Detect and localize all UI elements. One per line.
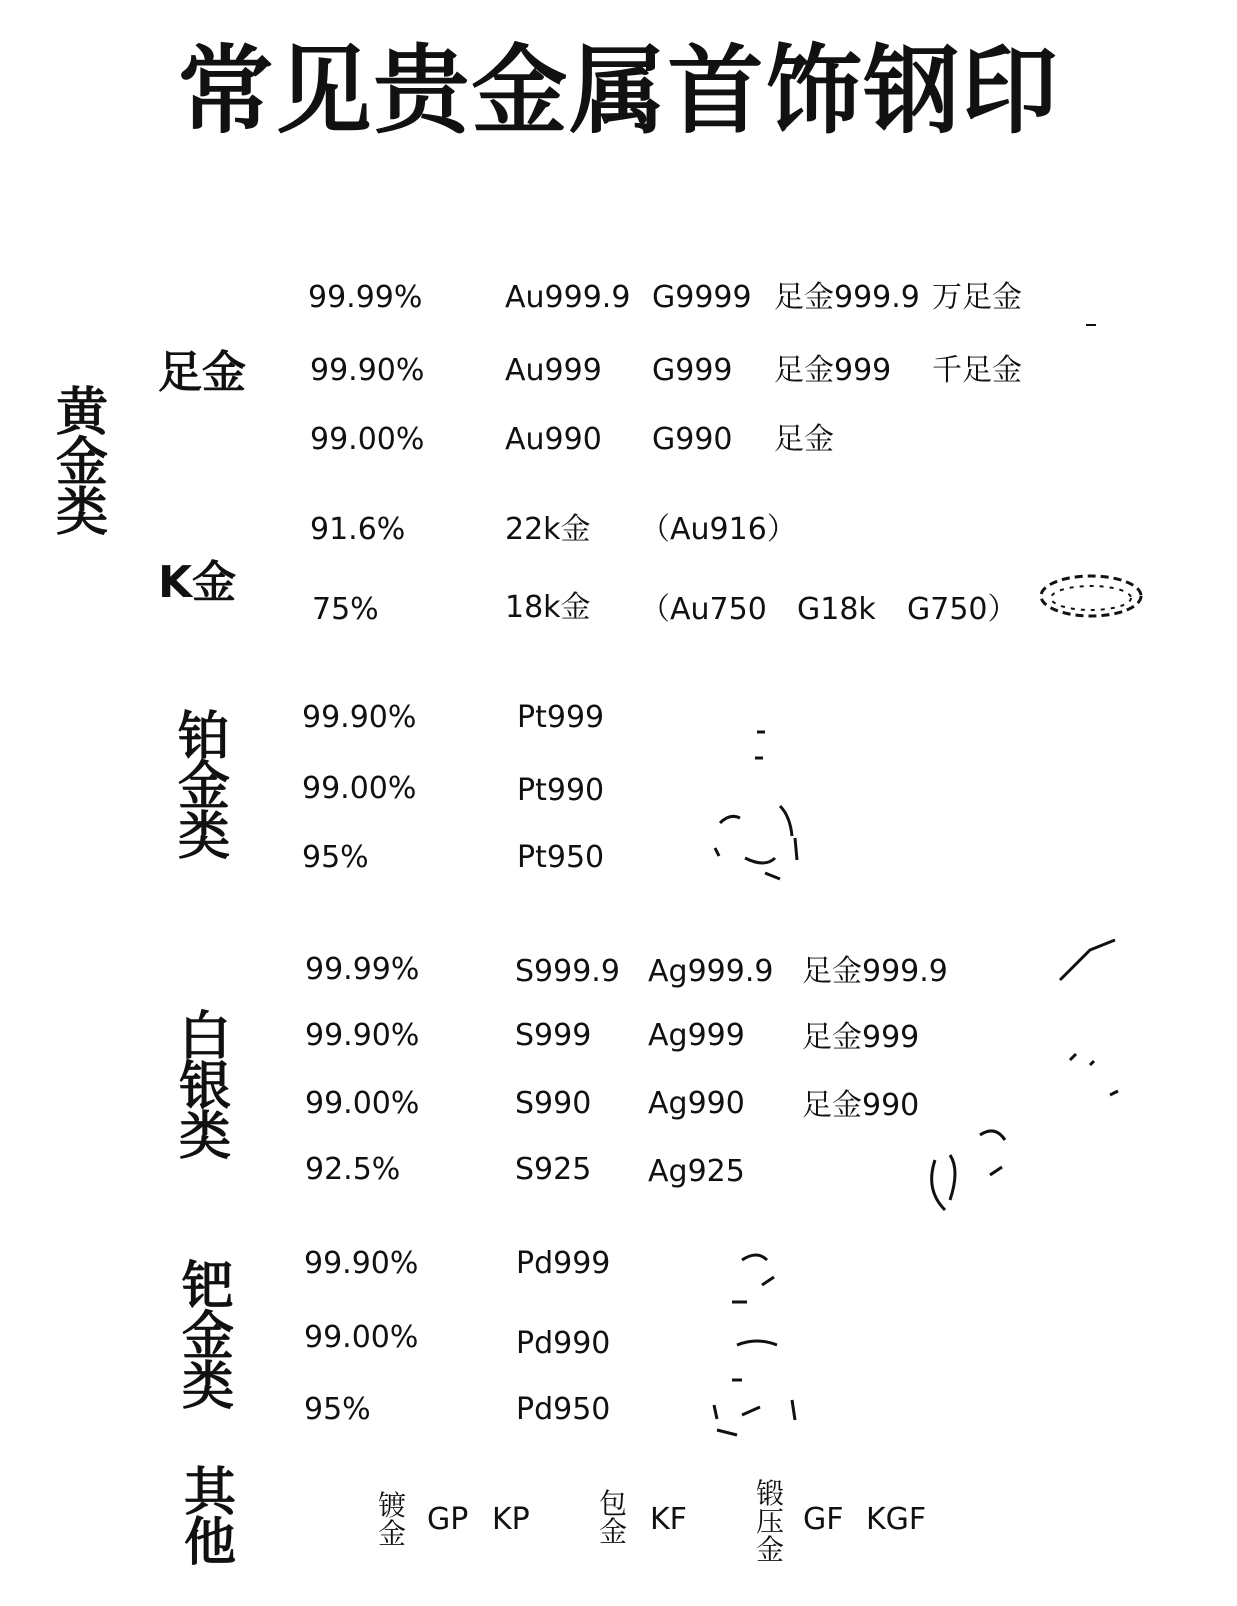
platinum-category-label: 铂 金 类 — [177, 707, 230, 867]
stamp-code: S925 — [515, 1152, 592, 1187]
stamp-code: Ag925 — [648, 1154, 745, 1189]
stamp-code: Au999 — [505, 353, 602, 388]
stamp-code: G990 — [652, 422, 733, 457]
karat-gold-label: K金 — [158, 557, 237, 608]
stamp-code: GP — [427, 1502, 469, 1537]
purity-value: 99.00% — [302, 771, 417, 806]
palladium-category-label: 钯 金 类 — [181, 1257, 234, 1417]
stamp-code: G999 — [652, 353, 733, 388]
stamp-code: Ag999.9 — [648, 954, 774, 989]
stamp-code: 足金990 — [802, 1088, 920, 1123]
stamp-code: S999 — [515, 1018, 592, 1053]
pure-gold-label: 足金 — [158, 347, 246, 398]
mark-icon — [1086, 322, 1098, 328]
stamp-code: KP — [492, 1502, 530, 1537]
stamp-code: KGF — [866, 1502, 927, 1537]
purity-value: 91.6% — [310, 512, 406, 547]
stamp-code: G750） — [907, 592, 1018, 627]
stamp-code: G18k — [797, 592, 876, 627]
stamp-code: S999.9 — [515, 954, 620, 989]
stamp-name: 万足金 — [932, 280, 1022, 315]
stamp-code: Au990 — [505, 422, 602, 457]
ring-sketch-icon — [1036, 566, 1146, 630]
purity-value: 95% — [302, 840, 369, 875]
gold-category-label: 黄 金 类 — [55, 383, 108, 543]
stamp-code: Pd999 — [516, 1246, 611, 1281]
stamp-code: Pt999 — [517, 700, 605, 735]
stamp-code: 22k金 — [505, 512, 591, 547]
forged-gold-label: 锻 压 金 — [755, 1477, 784, 1566]
pendant-sketch-icon — [705, 728, 805, 888]
stamp-code: KF — [650, 1502, 687, 1537]
stamp-code: Ag990 — [648, 1086, 745, 1121]
stamp-code: 足金999 — [774, 353, 892, 388]
purity-value: 99.90% — [302, 700, 417, 735]
stamp-code: Pd950 — [516, 1392, 611, 1427]
purity-value: 99.90% — [305, 1018, 420, 1053]
stamp-code: Ag999 — [648, 1018, 745, 1053]
stamp-code: Pt990 — [517, 773, 605, 808]
purity-value: 99.99% — [308, 280, 423, 315]
stamp-code: （Au750 — [640, 592, 767, 627]
page-title: 常见贵金属首饰钢印 — [177, 35, 1060, 147]
silver-category-label: 白 银 类 — [178, 1007, 231, 1167]
purity-value: 92.5% — [305, 1152, 401, 1187]
stamp-code: （Au916） — [640, 512, 797, 547]
stamp-code: Au999.9 — [505, 280, 631, 315]
stamp-code: 足金999 — [802, 1020, 920, 1055]
stamp-code: S990 — [515, 1086, 592, 1121]
stamp-code: GF — [803, 1502, 844, 1537]
purity-value: 99.90% — [304, 1246, 419, 1281]
purity-value: 99.99% — [305, 952, 420, 987]
stamp-code: 足金999.9 — [802, 954, 948, 989]
other-category-label: 其 他 — [183, 1463, 236, 1573]
stamp-code: Pd990 — [516, 1326, 611, 1361]
earring-sketch-icon — [702, 1240, 802, 1440]
stamp-code: G9999 — [652, 280, 752, 315]
purity-value: 95% — [304, 1392, 371, 1427]
stamp-code: Pt950 — [517, 840, 605, 875]
stamp-code: 18k金 — [505, 590, 591, 625]
plated-gold-label: 镀 金 — [377, 1489, 406, 1550]
wrapped-gold-label: 包 金 — [598, 1487, 627, 1548]
purity-value: 99.00% — [305, 1086, 420, 1121]
stamp-name: 千足金 — [932, 353, 1022, 388]
purity-value: 99.90% — [310, 353, 425, 388]
purity-value: 75% — [312, 592, 379, 627]
purity-value: 99.00% — [304, 1320, 419, 1355]
stamp-name: 足金 — [774, 422, 834, 457]
stamp-code: 足金999.9 — [774, 280, 920, 315]
necklace-sketch-icon — [920, 930, 1130, 1220]
purity-value: 99.00% — [310, 422, 425, 457]
